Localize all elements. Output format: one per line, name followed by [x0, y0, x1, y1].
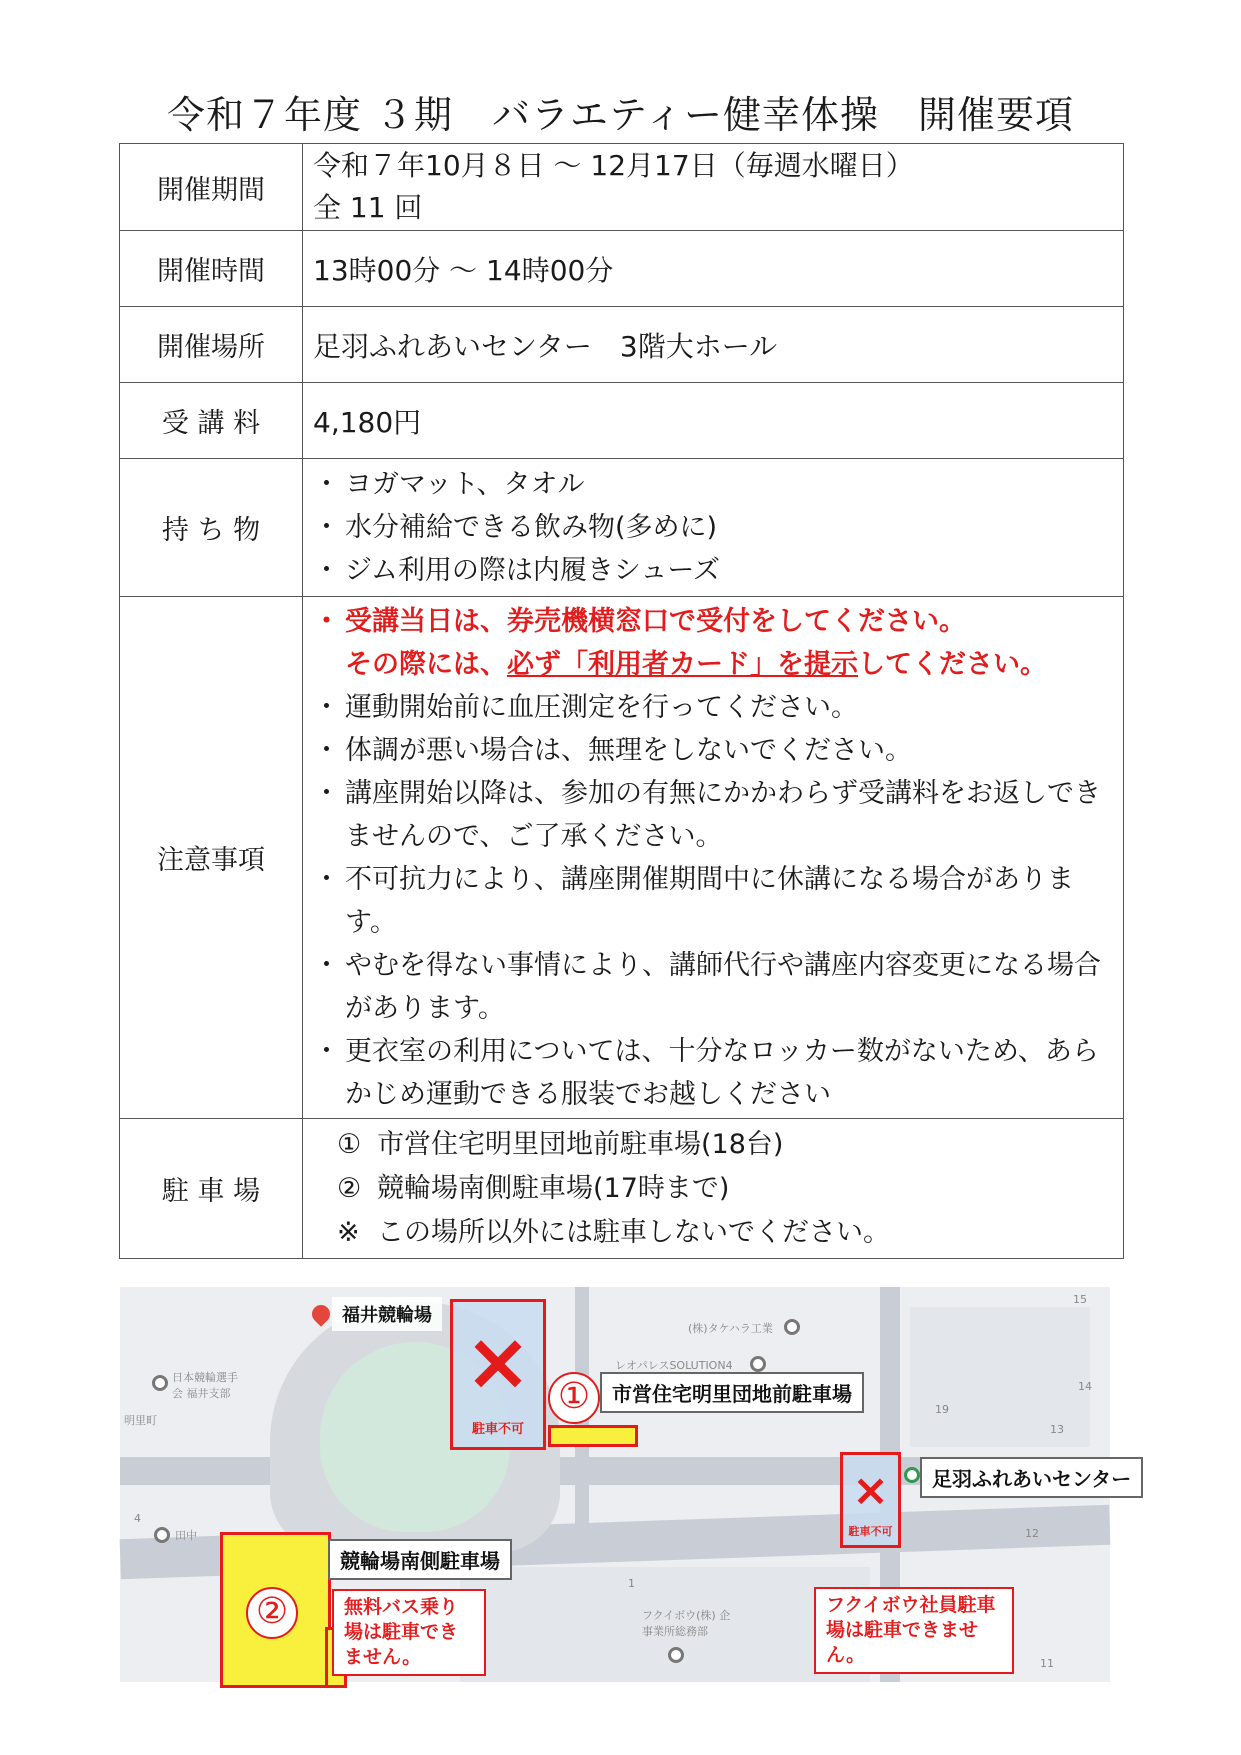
period-label: 開催期間 [120, 144, 303, 231]
map-small-label: (株)タケハラ工業 [688, 1322, 773, 1335]
map-small-label: 11 [1040, 1657, 1054, 1670]
parking-value [303, 1119, 1124, 1259]
list-item: ② 競輪場南側駐車場(17時まで) [337, 1172, 730, 1204]
map-small-label: 1 [628, 1577, 635, 1590]
notes-red-underline: 必ず「利用者カード」を提示 [507, 648, 858, 680]
lot2-label: 競輪場南側駐車場 [328, 1539, 512, 1580]
list-item: ※ この場所以外には駐車しないでください。 [337, 1216, 890, 1248]
info-table [119, 143, 1124, 1259]
poi-marker-icon [154, 1527, 170, 1543]
list-item: ・ ヨガマット、タオル [313, 469, 585, 500]
parking-map [120, 1287, 1132, 1682]
poi-marker-icon [784, 1319, 800, 1335]
period-value [303, 144, 1124, 231]
notes-important-item: ・ 受講当日は、券売機横窓口で受付をしてください。 その際には、必ず「利用者カード」を提示してください。 [313, 605, 1047, 680]
place-value: 足羽ふれあいセンター 3階大ホール [303, 307, 1124, 383]
period-count: 全 11 回 [313, 191, 423, 224]
row-fee [120, 383, 1124, 459]
list-item: ・ ジム利用の際は内履きシューズ [313, 555, 721, 586]
bus-note: 無料バス乗り場は駐車できません。 [332, 1589, 486, 1676]
parking-list [313, 1123, 1122, 1255]
no-parking-area [840, 1452, 901, 1548]
list-item: ・ 水分補給できる飲み物(多めに) [313, 512, 718, 543]
keirin-label: 福井競輪場 [332, 1297, 442, 1331]
map-small-label: 4 [134, 1512, 141, 1525]
row-period [120, 144, 1124, 231]
map-small-label: 19 [935, 1403, 949, 1416]
items-list [313, 463, 1122, 592]
notes-red-line2a: その際には、 [345, 648, 507, 680]
list-item: ・ 不可抗力により、講座開催期間中に休講になる場合があります。 [313, 863, 1074, 938]
notes-list [313, 600, 1122, 1116]
lot2-number: ② [246, 1587, 298, 1639]
place-label: 開催場所 [120, 307, 303, 383]
row-notes [120, 597, 1124, 1119]
notes-value [303, 597, 1124, 1119]
x-mark-icon: × [852, 1465, 889, 1516]
notes-label: 注意事項 [120, 597, 303, 1119]
parking-label: 駐 車 場 [120, 1119, 303, 1259]
x-mark-icon: × [464, 1315, 532, 1408]
poi-marker-icon [750, 1356, 766, 1372]
list-item: ・ やむを得ない事情により、講師代行や講座内容変更になる場合があります。 [313, 949, 1101, 1024]
poi-marker-icon [152, 1375, 168, 1391]
row-place [120, 307, 1124, 383]
center-marker-icon [904, 1467, 920, 1483]
period-dates: 令和７年10月８日 ～ 12月17日（毎週水曜日） [313, 149, 914, 182]
map-small-label: フクイボウ(株) 企事業所総務部 [642, 1609, 731, 1638]
map-small-label: 15 [1073, 1293, 1087, 1306]
center-label: 足羽ふれあいセンター [920, 1457, 1143, 1498]
map-small-label: 13 [1050, 1423, 1064, 1436]
time-label: 開催時間 [120, 231, 303, 307]
list-item: ・ 更衣室の利用については、十分なロッカー数がないため、あらかじめ運動できる服装でお越しください [313, 1035, 1099, 1110]
page-title: 令和７年度 ３期 バラエティー健幸体操 開催要項 [166, 93, 1075, 137]
fee-value: 4,180円 [303, 383, 1124, 459]
map-small-label: レオパレスSOLUTION4 [615, 1359, 733, 1372]
row-items [120, 459, 1124, 597]
notes-red-line1: 受講当日は、券売機横窓口で受付をしてください。 [345, 605, 966, 637]
lot1-label: 市営住宅明里団地前駐車場 [600, 1372, 864, 1413]
items-label: 持 ち 物 [120, 459, 303, 597]
map-small-label: 14 [1078, 1380, 1092, 1393]
fee-label: 受 講 料 [120, 383, 303, 459]
row-parking [120, 1119, 1124, 1259]
no-parking-tag: 駐車不可 [848, 1525, 893, 1538]
items-value [303, 459, 1124, 597]
row-time [120, 231, 1124, 307]
notes-red-line2c: してください。 [858, 648, 1047, 680]
list-item: ・ 体調が悪い場合は、無理をしないでください。 [313, 734, 912, 766]
poi-marker-icon [668, 1647, 684, 1663]
map-pin-icon [308, 1301, 333, 1326]
list-item: ・ 講座開始以降は、参加の有無にかかわらず受講料をお返しできませんので、ご了承ください。 [313, 777, 1101, 852]
map-small-label: 12 [1025, 1527, 1039, 1540]
map-small-label: 明里町 [124, 1414, 157, 1427]
time-value: 13時00分 ～ 14時00分 [303, 231, 1124, 307]
lot1-area [548, 1425, 638, 1447]
lot1-number: ① [548, 1372, 600, 1424]
no-parking-tag: 駐車不可 [471, 1422, 524, 1437]
map-small-label: 田中 [175, 1529, 197, 1542]
list-item: ・ 運動開始前に血圧測定を行ってください。 [313, 691, 858, 723]
fukuibo-note: フクイボウ社員駐車場は駐車できません。 [814, 1587, 1014, 1674]
map-small-label: 日本競輪選手会 福井支部 [172, 1371, 238, 1400]
list-item: ① 市営住宅明里団地前駐車場(18台) [337, 1128, 784, 1160]
no-parking-area [450, 1299, 546, 1450]
